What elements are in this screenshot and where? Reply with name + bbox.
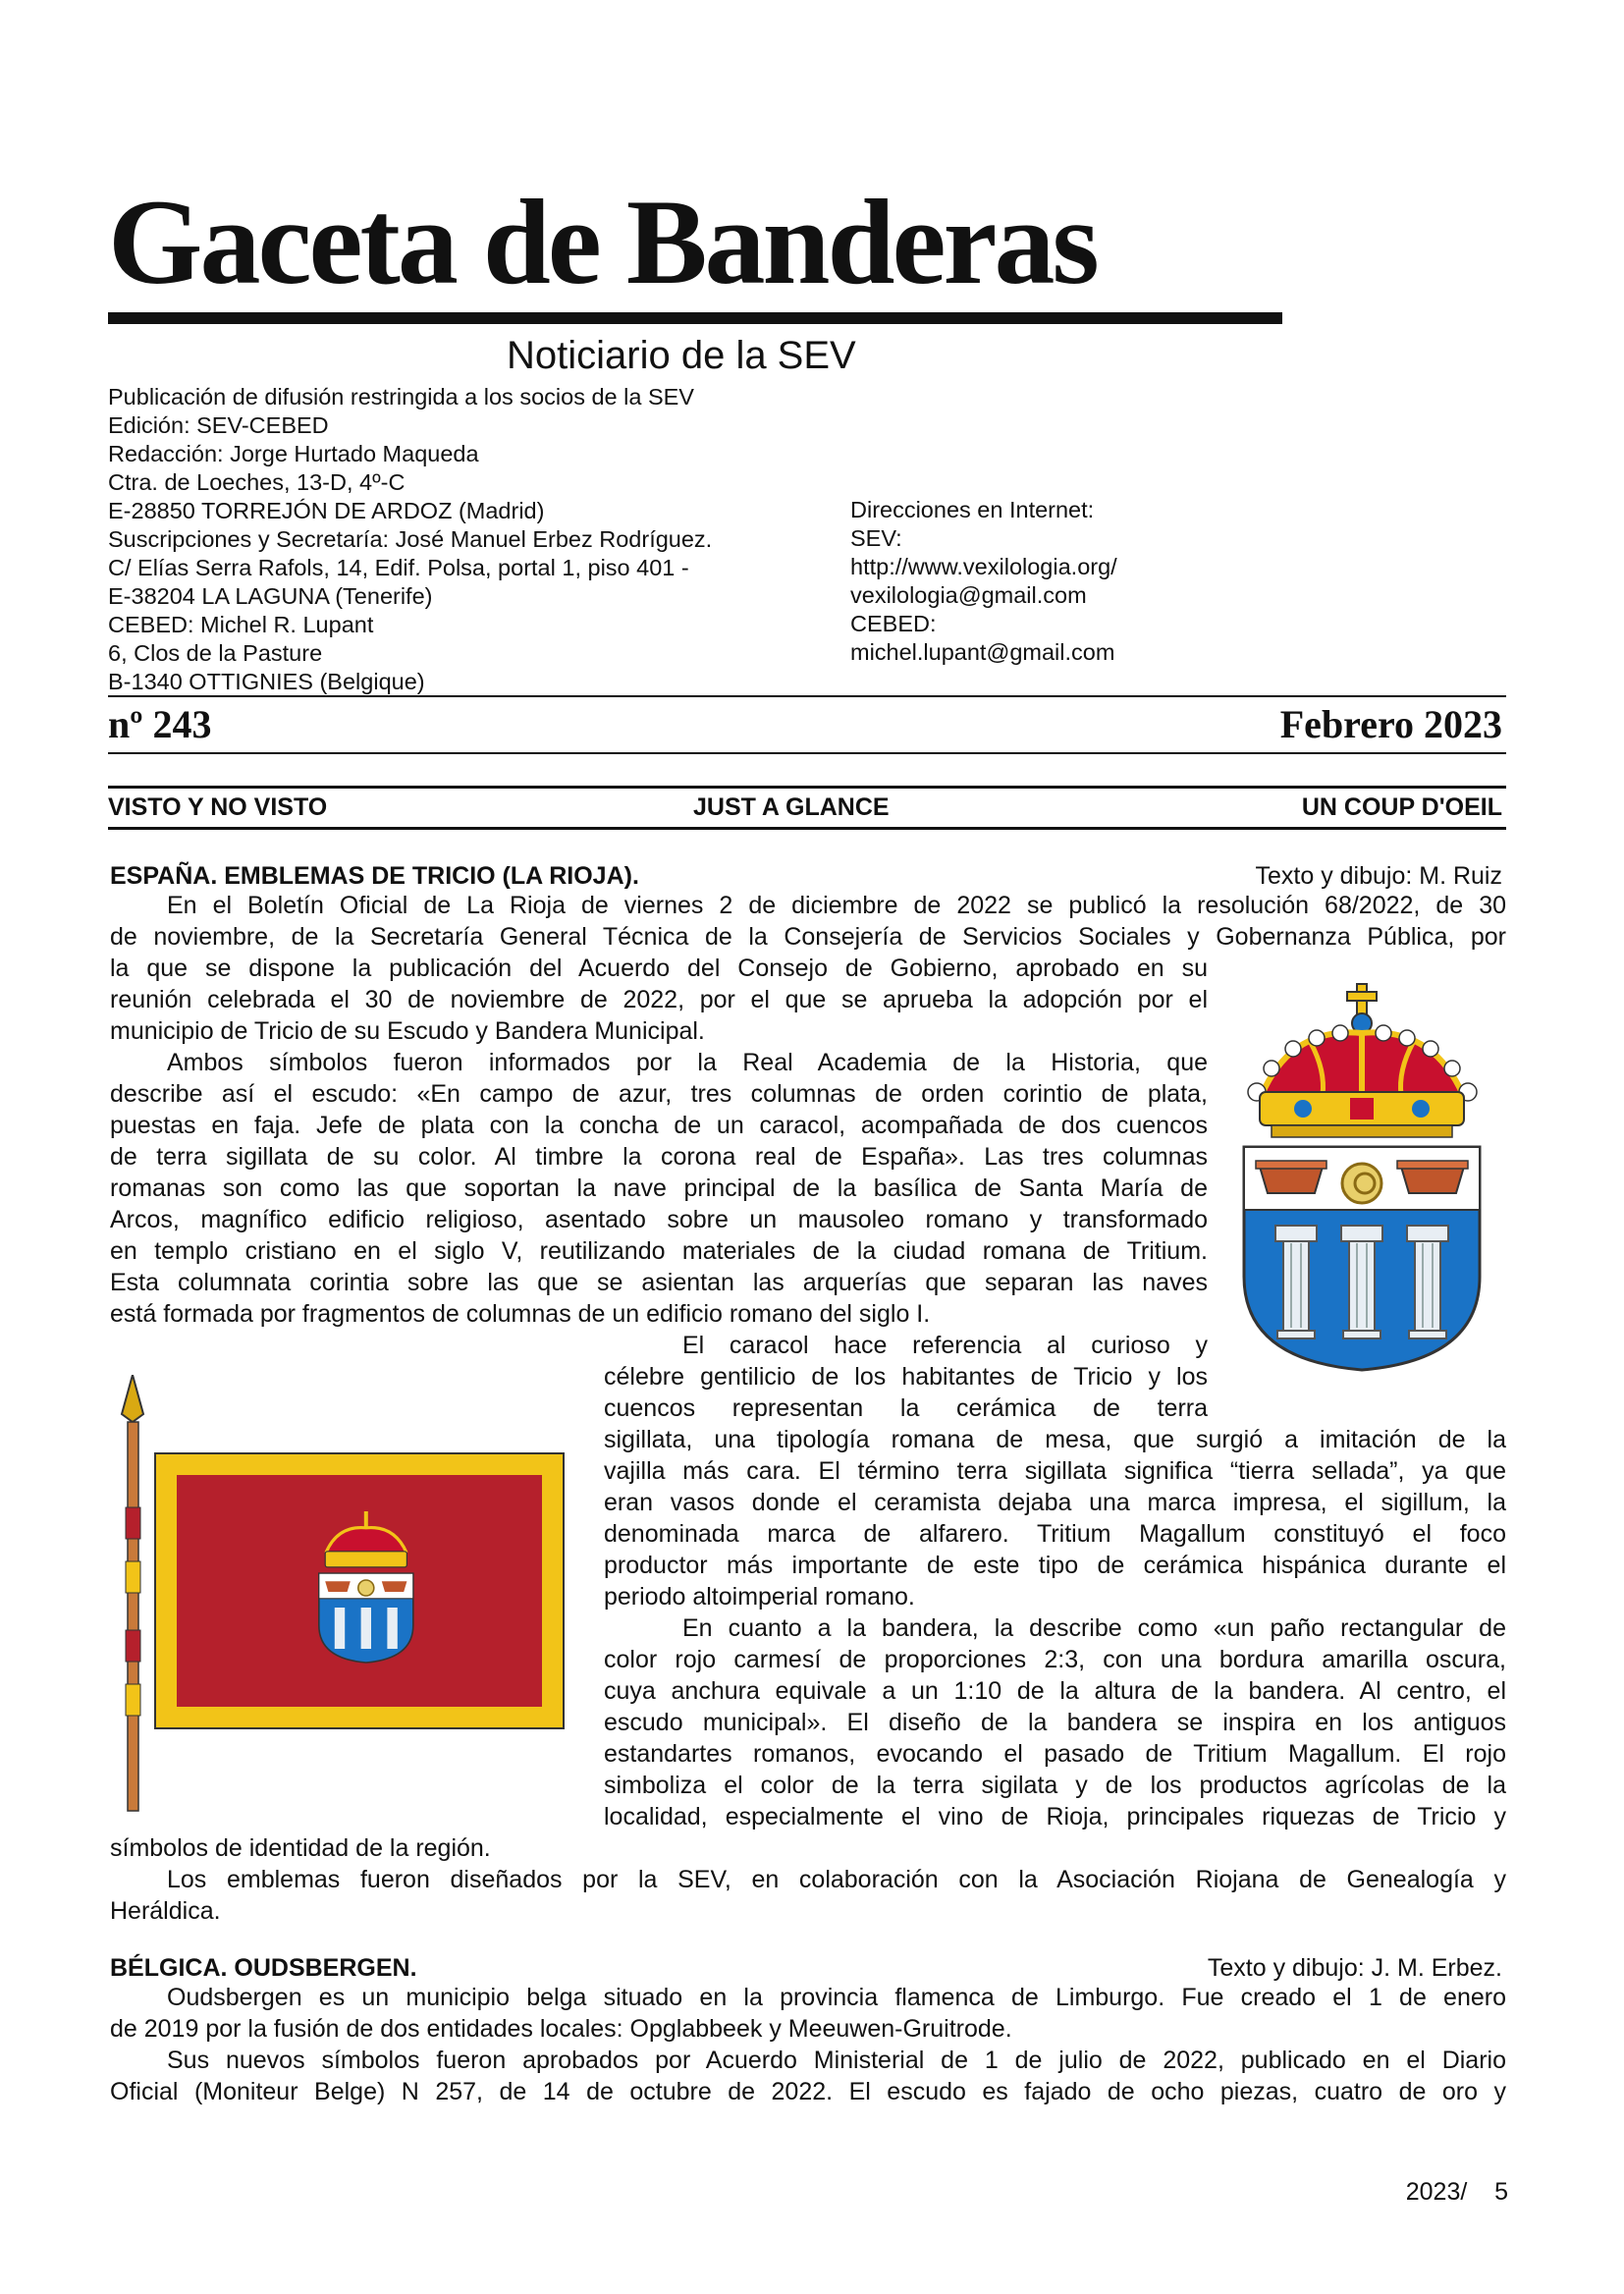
body-line: color rojo carmesí de proporciones 2:3, con una bordura amarilla oscura, xyxy=(604,1646,1506,1673)
divider xyxy=(108,695,1506,697)
body-line: En el Boletín Oficial de La Rioja de viernes 2 de diciembre de 2022 se publicó la resolución 68/2022, de 30 xyxy=(167,892,1506,919)
info-line: Ctra. de Loeches, 13-D, 4º-C xyxy=(108,469,406,495)
body-line: Esta columnata corintia sobre las que se asientan las arquerías que separan las naves xyxy=(110,1269,1208,1296)
banner-top-rule xyxy=(108,786,1506,789)
article-credit: Texto y dibujo: J. M. Erbez. xyxy=(1207,1954,1502,1982)
body-line: de 2019 por la fusión de dos entidades locales: Opglabbeek y Meeuwen-Gruitrode. xyxy=(110,2015,1012,2043)
body-line: estandartes romanos, evocando el pasado de Tritium Magallum. El rojo xyxy=(604,1740,1506,1768)
info-line: Redacción: Jorge Hurtado Maqueda xyxy=(108,441,479,466)
body-line: denominada marca de alfarero. Tritium Magallum constituyó el foco xyxy=(604,1520,1506,1548)
info-line: E-38204 LA LAGUNA (Tenerife) xyxy=(108,583,433,609)
body-line: de terra sigillata de su color. Al timbre la corona real de España». Las tres columnas xyxy=(110,1143,1208,1171)
info-line: Edición: SEV-CEBED xyxy=(108,412,329,438)
tricio-coat-of-arms xyxy=(1232,982,1492,1375)
info-line: SEV: xyxy=(850,525,902,551)
body-line: Los emblemas fueron diseñados por la SEV, en colaboración con la Asociación Riojana de Genealogía y xyxy=(167,1866,1506,1893)
issue-date: Febrero 2023 xyxy=(1279,702,1502,746)
divider xyxy=(108,752,1506,754)
body-line: Ambos símbolos fueron informados por la Real Academia de la Historia, que xyxy=(167,1049,1208,1076)
masthead-rule xyxy=(108,312,1282,324)
body-line: Arcos, magnífico edificio religioso, asentado sobre un mausoleo romano y transformado xyxy=(110,1206,1208,1233)
internet-addresses xyxy=(850,496,1117,667)
body-line: Heráldica. xyxy=(110,1897,221,1925)
banner-bottom-rule xyxy=(108,827,1506,830)
body-line: describe así el escudo: «En campo de azur, tres columnas de orden corintio de plata, xyxy=(110,1080,1208,1108)
article-credit: Texto y dibujo: M. Ruiz xyxy=(1255,862,1502,890)
info-line: Direcciones en Internet: xyxy=(850,497,1095,522)
banner-center: JUST A GLANCE xyxy=(693,793,890,821)
info-line: C/ Elías Serra Rafols, 14, Edif. Polsa, portal 1, piso 401 - xyxy=(108,555,689,580)
issue-number: nº 243 xyxy=(108,702,212,746)
info-line: Publicación de difusión restringida a los socios de la SEV xyxy=(108,384,694,410)
body-line: municipio de Tricio de su Escudo y Bandera Municipal. xyxy=(110,1017,705,1045)
body-line: eran vasos donde el ceramista dejaba una marca impresa, el sigillum, la xyxy=(604,1489,1506,1516)
body-line: reunión celebrada el 30 de noviembre de 2022, por el que se aprueba la adopción por el xyxy=(110,986,1208,1013)
publication-info xyxy=(108,383,712,696)
masthead-title: Gaceta de Banderas xyxy=(108,175,1097,309)
body-line: de noviembre, de la Secretaría General Técnica de la Consejería de Servicios Sociales y Gobernanza Pública, por xyxy=(110,923,1506,951)
body-line: periodo altoimperial romano. xyxy=(604,1583,915,1611)
body-line: célebre gentilicio de los habitantes de Tricio y los xyxy=(604,1363,1208,1391)
url-link[interactable]: http://www.vexilologia.org/ xyxy=(850,554,1117,579)
body-line: localidad, especialmente el vino de Rioja, principales riquezas de Tricio y xyxy=(604,1803,1506,1830)
article-heading: BÉLGICA. OUDSBERGEN. xyxy=(110,1954,417,1982)
body-line: cuya anchura equivale a un 1:10 de la altura de la bandera. Al centro, el xyxy=(604,1677,1506,1705)
email-link[interactable]: vexilologia@gmail.com xyxy=(850,582,1087,608)
body-line: símbolos de identidad de la región. xyxy=(110,1834,491,1862)
body-line: romanas son como las que soportan la nave principal de la basílica de Santa María de xyxy=(110,1174,1208,1202)
body-line: está formada por fragmentos de columnas de un edificio romano del siglo I. xyxy=(110,1300,931,1328)
body-line: simboliza el color de la terra sigilata y de los productos agrícolas de la xyxy=(604,1772,1506,1799)
page-number: 2023/ 5 xyxy=(1405,2178,1508,2206)
body-line: vajilla más cara. El término terra sigillata significa “tierra sellada”, ya que xyxy=(604,1457,1506,1485)
body-line: sigillata, una tipología romana de mesa, que surgió a imitación de la xyxy=(604,1426,1506,1453)
body-line: puestas en faja. Jefe de plata con la concha de un caracol, acompañada de dos cuencos xyxy=(110,1112,1208,1139)
body-line: en templo cristiano en el siglo V, reutilizando materiales de la ciudad romana de Tritium. xyxy=(110,1237,1208,1265)
body-line: Oficial (Moniteur Belge) N 257, de 14 de octubre de 2022. El escudo es fajado de ocho piezas, cuatro de oro y xyxy=(110,2078,1506,2105)
body-line: Sus nuevos símbolos fueron aprobados por Acuerdo Ministerial de 1 de julio de 2022, publicado en el Diario xyxy=(167,2047,1506,2074)
masthead-subtitle: Noticiario de la SEV xyxy=(507,334,856,377)
info-line: B-1340 OTTIGNIES (Belgique) xyxy=(108,669,425,694)
banner-right: UN COUP D'OEIL xyxy=(1301,793,1502,821)
body-line: En cuanto a la bandera, la describe como «un paño rectangular de xyxy=(682,1614,1506,1642)
info-line: CEBED: Michel R. Lupant xyxy=(108,612,374,637)
body-line: escudo municipal». El diseño de la bandera se inspira en los antiguos xyxy=(604,1709,1506,1736)
article-heading: ESPAÑA. EMBLEMAS DE TRICIO (LA RIOJA). xyxy=(110,862,639,890)
info-line: E-28850 TORREJÓN DE ARDOZ (Madrid) xyxy=(108,498,545,523)
banner-left: VISTO Y NO VISTO xyxy=(108,793,328,821)
body-line: productor más importante de este tipo de cerámica hispánica durante el xyxy=(604,1552,1506,1579)
tricio-flag xyxy=(116,1375,568,1817)
body-line: la que se dispone la publicación del Acuerdo del Consejo de Gobierno, aprobado en su xyxy=(110,955,1208,982)
info-line: Suscripciones y Secretaría: José Manuel Erbez Rodríguez. xyxy=(108,526,713,552)
info-line: CEBED: xyxy=(850,611,937,636)
body-line: cuencos representan la cerámica de terra xyxy=(604,1394,1208,1422)
email-link[interactable]: michel.lupant@gmail.com xyxy=(850,639,1115,665)
body-line: El caracol hace referencia al curioso y xyxy=(682,1332,1208,1359)
info-line: 6, Clos de la Pasture xyxy=(108,640,323,666)
body-line: Oudsbergen es un municipio belga situado en la provincia flamenca de Limburgo. Fue creado el 1 de enero xyxy=(167,1984,1506,2011)
